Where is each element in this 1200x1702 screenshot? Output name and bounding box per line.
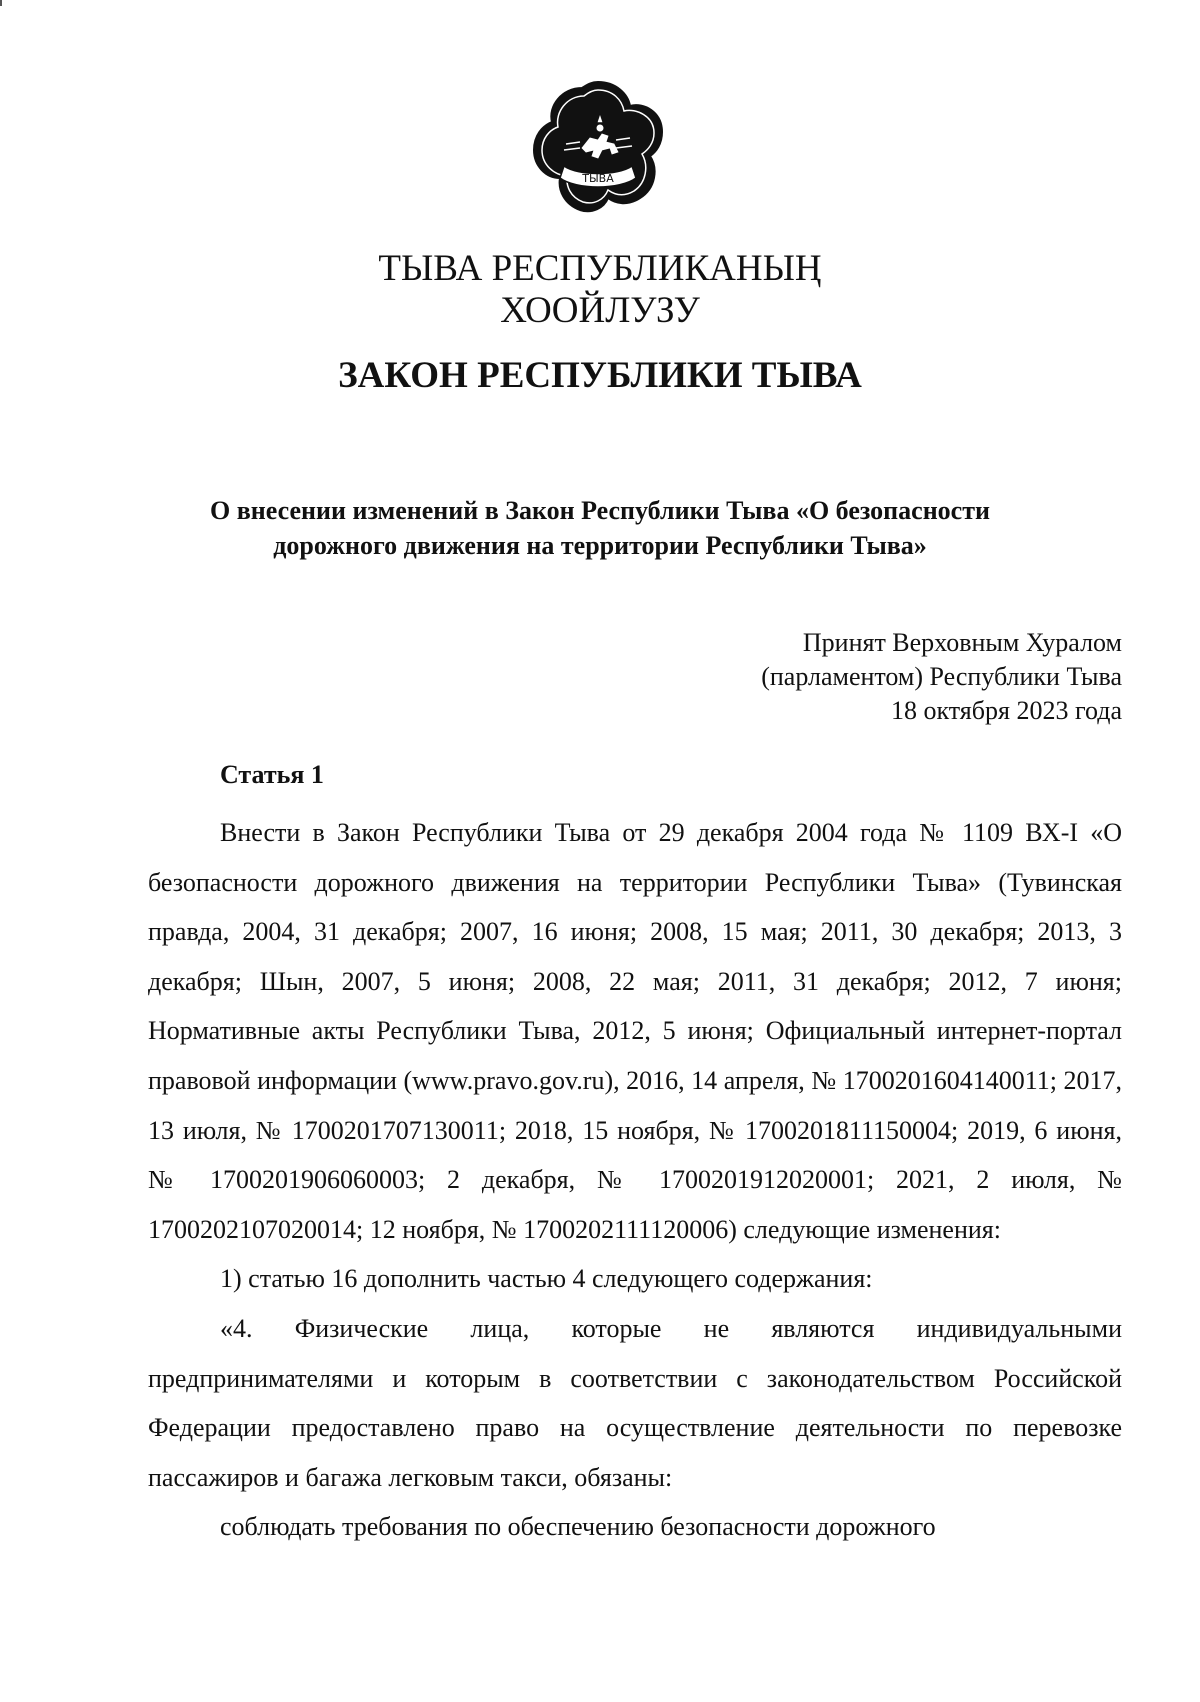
article-paragraph: 1) статью 16 дополнить частью 4 следующего содержания: [220,1264,873,1294]
article-paragraph: Внести в Закон Республики Тыва от 29 декабря 2004 года № 1109 ВХ-I «О безопасности дорожного движения на территории Республики Тыва» (Тувинская правда, 2004, 31 декабря; 2007, 16 июня; 2008, 15 мая; 2011, 30 декабря; 2013, 3 декабря; Шын, 2007, 5 июня; 2008, 22 мая; 2011, 31 декабря; 2012, 7 июня; Нормативные акты Республики Тыва, 2012, 5 июня; Официальный интернет-портал правовой информации (www.pravo.gov.ru), 2016, 14 апреля, № 1700201604140011; 2017, 13 июля, № 1700201707130011; 2018, 15 ноября, № 1700201811150004; 2019, 6 июня, № 1700201906060003; 2 декабря, № 1700201912020001; 2021, 2 июля, № 1700202107020014; 12 ноября, № 1700202111120006) следующие изменения: [148,818,1122,1244]
adoption-block [761,626,1122,728]
article-paragraph: соблюдать требования по обеспечению безопасности дорожного [220,1512,936,1542]
header-tuvan-line2: ХООЙЛУЗУ [500,290,700,331]
emblem-ribbon-text: ТЫВА [582,172,614,185]
adoption-line1: Принят Верховным Хуралом [802,628,1122,657]
law-title-line2: дорожного движения на территории Республики Тыва» [273,531,927,560]
tuva-coat-of-arms-icon [528,78,668,218]
article-body [148,808,1122,1552]
article-heading: Статья 1 [220,760,324,789]
header-tuvan [0,248,1200,332]
article-paragraph: «4. Физические лица, которые не являются индивидуальными предпринимателями и которым в соответствии с законодательством Российской Федерации предоставлено право на осуществление деятельности по перевозке пассажиров и багажа легковым такси, обязаны: [148,1313,1122,1492]
header-tuvan-line1: ТЫВА РЕСПУБЛИКАНЫҢ [378,248,822,289]
adoption-date: 18 октября 2023 года [891,696,1122,725]
scan-mark [0,0,2,6]
header-russian: ЗАКОН РЕСПУБЛИКИ ТЫВА [338,355,862,396]
adoption-line2: (парламентом) Республики Тыва [761,662,1122,691]
law-title [150,493,1050,563]
law-title-line1: О внесении изменений в Закон Республики Тыва «О безопасности [210,496,990,525]
